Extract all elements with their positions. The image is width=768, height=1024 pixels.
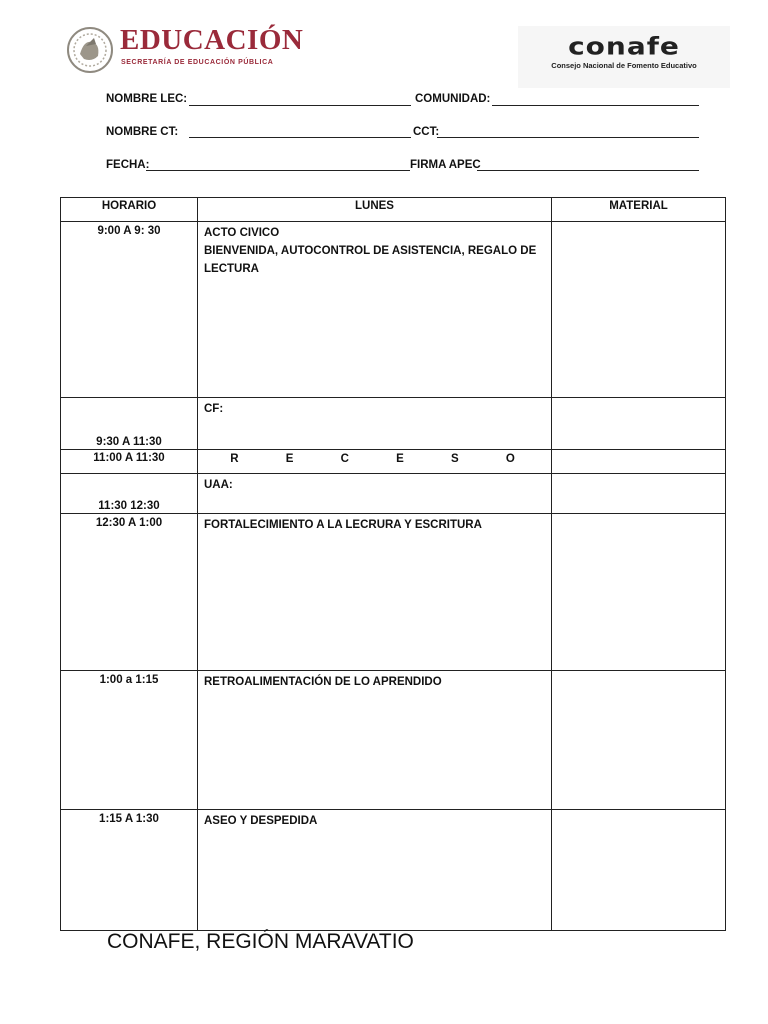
- time-label: 9:30 A 11:30: [96, 436, 162, 448]
- activity-line: FORTALECIMIENTO A LA LECRURA Y ESCRITURA: [204, 519, 482, 531]
- activity-cell[interactable]: [198, 810, 552, 930]
- material-cell[interactable]: [552, 671, 725, 809]
- header-lunes: LUNES: [198, 198, 552, 221]
- table-row: [61, 398, 725, 450]
- time-cell: [61, 671, 198, 809]
- table-header-row: [61, 198, 725, 222]
- activity-line: CF:: [204, 403, 224, 415]
- sep-title: EDUCACIÓN: [120, 24, 304, 56]
- conafe-subtitle: Consejo Nacional de Fomento Educativo: [551, 61, 697, 70]
- table-row: [61, 450, 725, 474]
- time-cell: [61, 450, 198, 473]
- table-row: [61, 671, 725, 810]
- time-cell: [61, 398, 198, 449]
- receso-cell[interactable]: R E C E S O: [198, 450, 552, 473]
- activity-line: LECTURA: [204, 263, 259, 275]
- time-cell: [61, 222, 198, 397]
- time-cell: [61, 810, 198, 930]
- material-cell[interactable]: [552, 222, 725, 397]
- cct-label: CCT:: [413, 126, 440, 138]
- activity-cell[interactable]: [198, 474, 552, 513]
- cct-field[interactable]: [437, 137, 699, 138]
- fecha-field[interactable]: [146, 170, 410, 171]
- sep-subtitle: SECRETARÍA DE EDUCACIÓN PÚBLICA: [121, 59, 274, 66]
- activity-line: ACTO CIVICO: [204, 227, 280, 239]
- activity-cell[interactable]: [198, 222, 552, 397]
- activity-cell[interactable]: [198, 514, 552, 670]
- activity-cell[interactable]: [198, 671, 552, 809]
- material-cell[interactable]: [552, 810, 725, 930]
- firma-apec-field[interactable]: [477, 170, 699, 171]
- material-cell[interactable]: [552, 398, 725, 449]
- time-label: 12:30 A 1:00: [95, 517, 163, 529]
- conafe-wordmark: conafe: [568, 32, 680, 61]
- nombre-lec-label: NOMBRE LEC:: [106, 93, 188, 105]
- time-label: 1:15 A 1:30: [99, 813, 159, 825]
- activity-line: ASEO Y DESPEDIDA: [204, 815, 318, 827]
- activity-line: UAA:: [204, 479, 233, 491]
- nombre-lec-field[interactable]: [189, 105, 411, 106]
- table-row: [61, 474, 725, 514]
- time-label: 11:00 A 11:30: [93, 452, 165, 464]
- activity-line: BIENVENIDA, AUTOCONTROL DE ASISTENCIA, REGALO DE: [204, 245, 537, 257]
- header-horario: HORARIO: [61, 198, 198, 221]
- table-row: [61, 514, 725, 671]
- table-row: [61, 810, 725, 930]
- sep-logo: [66, 24, 306, 78]
- header-material: MATERIAL: [609, 200, 668, 212]
- time-label: 9:00 A 9: 30: [97, 225, 161, 237]
- time-cell: [61, 474, 198, 513]
- conafe-logo: [518, 26, 730, 88]
- activity-line: RETROALIMENTACIÓN DE LO APRENDIDO: [204, 676, 442, 688]
- time-label: 1:00 a 1:15: [99, 674, 159, 686]
- fecha-label: FECHA:: [106, 159, 150, 171]
- footer-region: CONAFE, REGIÓN MARAVATIO: [107, 930, 414, 953]
- material-cell[interactable]: [552, 474, 725, 513]
- material-cell[interactable]: [552, 450, 725, 473]
- nombre-ct-label: NOMBRE CT:: [106, 126, 179, 138]
- material-cell[interactable]: [552, 514, 725, 670]
- firma-apec-label: FIRMA APEC: [410, 159, 481, 171]
- activity-cell[interactable]: [198, 398, 552, 449]
- comunidad-field[interactable]: [492, 105, 699, 106]
- table-row: [61, 222, 725, 398]
- schedule-table: [60, 197, 726, 931]
- nombre-ct-field[interactable]: [189, 137, 411, 138]
- time-label: 11:30 12:30: [98, 500, 160, 512]
- time-cell: [61, 514, 198, 670]
- comunidad-label: COMUNIDAD:: [415, 93, 491, 105]
- mexico-seal-icon: [66, 26, 114, 74]
